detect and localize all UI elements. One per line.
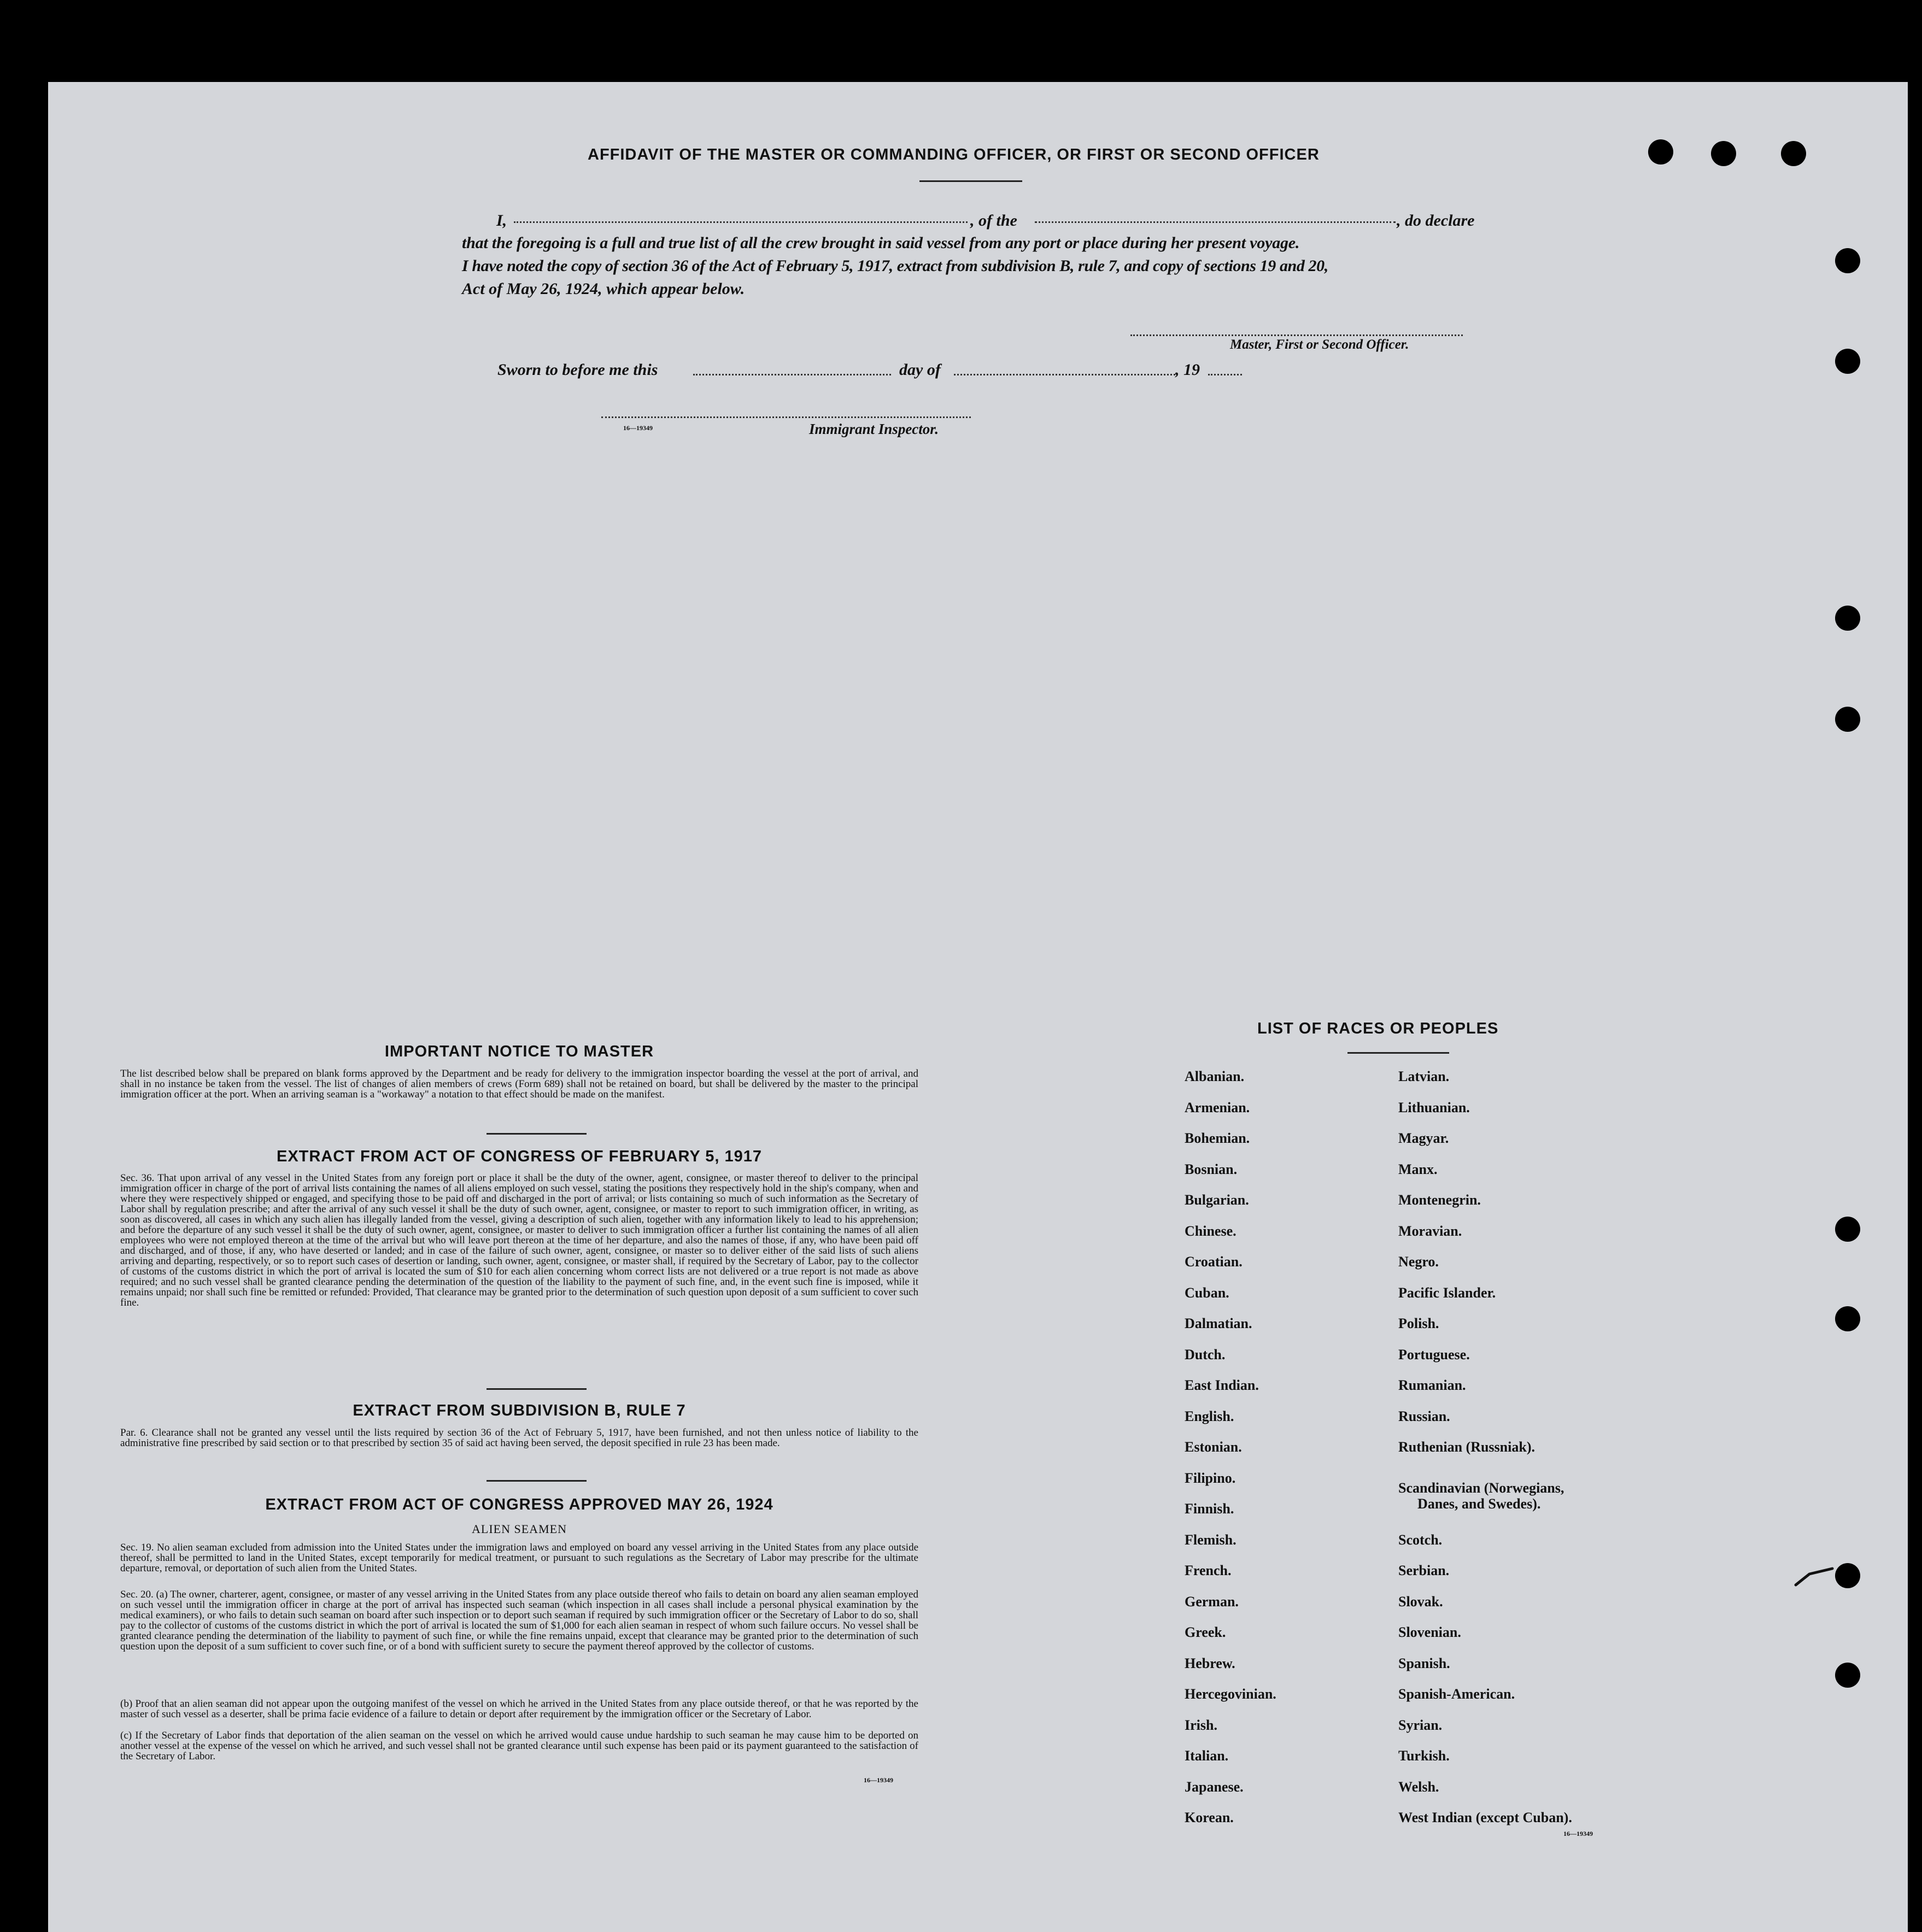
punch-hole-icon [1781, 141, 1806, 166]
punch-hole-icon [1835, 1663, 1860, 1688]
race-item: Manx. [1398, 1161, 1438, 1177]
of-the-label: , of the [970, 212, 1017, 230]
race-item: Albanian. [1185, 1068, 1245, 1084]
signature-caption: Master, First or Second Officer. [1230, 337, 1409, 352]
race-item: Flemish. [1185, 1532, 1237, 1548]
sec20a-text: Sec. 20. (a) The owner, charterer, agent, consignee, or master of any vessel arriving in the United States from any place outside thereof who fails to detain on board any alien seaman employed on such vessel until the immigration officer in charge at the port of arrival has inspected such seaman (which inspection in all cases shall include a personal physical examination by the medical examiners), or who fails to detain such seaman on board after such inspection or to deport such seaman if required by such immigration officer or the Secretary of Labor to do so, shall pay to the collector of customs of the customs district in which the port of arrival is located the sum of $1,000 for each alien seaman in respect of whom such failure occurs. No vessel shall be granted clearance pending the determination of the liability to payment of such fine, or while the fine remains unpaid, except that clearance may be granted prior to the determination of such question upon the deposit of a sum sufficient to cover such fine, or of a bond with sufficient surety to secure the payment thereof approved by the collector of customs. [120, 1589, 918, 1652]
race-item: Bulgarian. [1185, 1192, 1249, 1208]
affidavit-title: AFFIDAVIT OF THE MASTER OR COMMANDING OFFICER, OR FIRST OR SECOND OFFICER [588, 146, 1320, 163]
race-item: Welsh. [1398, 1779, 1439, 1795]
race-item: Spanish-American. [1398, 1686, 1515, 1702]
name-field[interactable] [514, 221, 968, 223]
race-item: Serbian. [1398, 1563, 1450, 1578]
race-item: Estonian. [1185, 1439, 1242, 1455]
race-item: Spanish. [1398, 1655, 1450, 1671]
race-item: Bohemian. [1185, 1130, 1250, 1146]
form-number: 16—19349 [1563, 1830, 1593, 1837]
divider [487, 1133, 587, 1135]
race-item: West Indian (except Cuban). [1398, 1810, 1572, 1825]
race-item: Turkish. [1398, 1748, 1450, 1764]
race-item: Moravian. [1398, 1223, 1462, 1239]
race-item: Japanese. [1185, 1779, 1244, 1795]
sworn-day-field[interactable] [693, 374, 891, 375]
day-of-label: day of [899, 361, 941, 379]
race-item: Hebrew. [1185, 1655, 1235, 1671]
race-item: Syrian. [1398, 1717, 1443, 1733]
race-item: Pacific Islander. [1398, 1285, 1496, 1301]
race-item: Chinese. [1185, 1223, 1237, 1239]
race-item: German. [1185, 1594, 1239, 1610]
race-item: Negro. [1398, 1254, 1439, 1270]
sec20c-text: (c) If the Secretary of Labor finds that deportation of the alien seaman on the vessel on which he arrived would cause undue hardship to such seaman he may cause him to be deported on another vessel at the expense of the vessel on which he arrived, and such vessel shall not be granted clearance until such expense has been paid or its payment guaranteed to the satisfaction of the Secretary of Labor. [120, 1730, 918, 1762]
pen-checkmark-icon [1793, 1560, 1837, 1593]
notice-title: IMPORTANT NOTICE TO MASTER [384, 1043, 654, 1060]
race-item: Korean. [1185, 1810, 1234, 1825]
inspector-caption: Immigrant Inspector. [809, 421, 939, 437]
punch-hole-icon [1835, 707, 1860, 732]
affidavit-line-3: I have noted the copy of section 36 of the Act of February 5, 1917, extract from subdivision B, rule 7, and copy of sections 19 and 20, [462, 257, 1328, 275]
race-item: Scotch. [1398, 1532, 1443, 1548]
year-label: , 19 [1175, 361, 1200, 379]
notice-text: The list described below shall be prepared on blank forms approved by the Department and be ready for delivery to the immigration inspector boarding the vessel at the port of arrival, and shall in no instance be taken from the vessel. The list of changes of alien members of crews (Form 689) shall not be retained on board, but shall be delivered by the master to the principal immigration officer at the port. When an arriving seaman is a "workaway" a notation to that effect should be made on the manifest. [120, 1068, 918, 1100]
form-number: 16—19349 [864, 1776, 893, 1784]
races-title: LIST OF RACES OR PEOPLES [1257, 1020, 1499, 1037]
race-item: Slovenian. [1398, 1624, 1461, 1640]
punch-hole-icon [1835, 1563, 1860, 1588]
signature-field[interactable] [1130, 334, 1463, 336]
race-item: Hercegovinian. [1185, 1686, 1276, 1702]
race-item-continued: Danes, and Swedes). [1417, 1496, 1541, 1512]
do-declare-label: , do declare [1397, 212, 1475, 230]
race-item: Italian. [1185, 1748, 1229, 1764]
punch-hole-icon [1648, 139, 1673, 165]
sworn-label: Sworn to before me this [497, 361, 658, 379]
divider [487, 1388, 587, 1390]
sworn-year-field[interactable] [1208, 374, 1242, 375]
race-item: Irish. [1185, 1717, 1217, 1733]
affidavit-line-2: that the foregoing is a full and true list of all the crew brought in said vessel from any port or place during her present voyage. [462, 234, 1300, 252]
vessel-field[interactable] [1035, 221, 1396, 223]
race-item: Cuban. [1185, 1285, 1229, 1301]
race-item: Montenegrin. [1398, 1192, 1481, 1208]
race-item: Russian. [1398, 1408, 1450, 1424]
race-item: Magyar. [1398, 1130, 1449, 1146]
sec19-text: Sec. 19. No alien seaman excluded from admission into the United States under the immigration laws and employed on board any vessel arriving in the United States from any place outside thereof, shall be permitted to land in the United States, except temporarily for medical treatment, or pursuant to such regulations as the Secretary of Labor may prescribe for the ultimate departure, removal, or deportation of such alien from the United States. [120, 1542, 918, 1574]
race-item: Portuguese. [1398, 1347, 1470, 1363]
extract-1917-text: Sec. 36. That upon arrival of any vessel in the United States from any foreign port or place it shall be the duty of the owner, agent, consignee, or master thereof to deliver to the principal immigration officer in charge of the port of arrival lists containing the names of all aliens employed on such vessel, stating the positions they respectively hold in the ship's company, when and where they were respectively shipped or engaged, and specifying those to be paid off and discharged in the port of arrival; or lists containing so much of such information as the Secretary of Labor shall by regulation prescribe; and after the arrival of any such vessel it shall be the duty of such owner, agent, consignee, or master to report to such immigration officer, in writing, as soon as discovered, all cases in which any such alien has illegally landed from the vessel, giving a description of such alien, together with any information likely to lead to his apprehension; and before the departure of any such vessel it shall be the duty of such owner, agent, consignee, or master to deliver to such immigration officer a further list containing the names of all alien employees who were not employed thereon at the time of the arrival but who will leave port thereon at the time of her departure, and also the names of those, if any, who have been paid off and discharged, and of those, if any, who have deserted or landed; and in case of the failure of such owner, agent, consignee, or master so to deliver either of the said lists of such aliens arriving and departing, respectively, or so to report such cases of desertion or landing, such owner, agent, consignee, or master shall, if required by the Secretary of Labor, pay to the collector of customs of the customs district in which the port of arrival is located the sum of $10 for each alien concerning whom correct lists are not delivered or a true report is not made as above required; and no such vessel shall be granted clearance pending the determination of the question of the liability to the payment of such fine, and, in the event such fine is imposed, while it remains unpaid; nor shall such fine be remitted or refunded: Provided, That clearance may be granted prior to the determination of such question upon deposit of a sum sufficient to cover such fine. [120, 1172, 918, 1308]
sec20b-text: (b) Proof that an alien seaman did not appear upon the outgoing manifest of the vessel on which he arrived in the United States from any place outside thereof, or that he was reported by the master of such vessel as a deserter, shall be prima facie evidence of a failure to detain or deport after requirement by the immigration officer or the Secretary of Labor. [120, 1698, 918, 1720]
extract-1917-title: EXTRACT FROM ACT OF CONGRESS OF FEBRUARY 5, 1917 [276, 1148, 763, 1165]
race-item: Lithuanian. [1398, 1100, 1470, 1115]
race-item: Croatian. [1185, 1254, 1243, 1270]
punch-hole-icon [1835, 248, 1860, 273]
race-item: Dutch. [1185, 1347, 1226, 1363]
punch-hole-icon [1835, 349, 1860, 374]
divider [487, 1480, 587, 1482]
inspector-signature-field[interactable] [601, 416, 971, 418]
punch-hole-icon [1711, 141, 1736, 166]
extract-1924-subtitle: ALIEN SEAMEN [472, 1522, 567, 1536]
affidavit-i-label: I, [496, 212, 507, 230]
sworn-month-field[interactable] [954, 374, 1175, 375]
divider [1347, 1052, 1449, 1054]
form-number: 16—19349 [623, 424, 653, 432]
punch-hole-icon [1835, 1217, 1860, 1242]
extract-1924-title: EXTRACT FROM ACT OF CONGRESS APPROVED MAY 26, 1924 [265, 1496, 774, 1513]
race-item: Scandinavian (Norwegians, [1398, 1480, 1564, 1496]
race-item: Filipino. [1185, 1470, 1236, 1486]
race-item: Ruthenian (Russniak). [1398, 1439, 1535, 1455]
rule7-title: EXTRACT FROM SUBDIVISION B, RULE 7 [353, 1402, 686, 1419]
race-item: Rumanian. [1398, 1377, 1466, 1393]
document-sheet [48, 82, 1908, 1932]
race-item: Armenian. [1185, 1100, 1250, 1115]
race-item: Greek. [1185, 1624, 1226, 1640]
race-item: Polish. [1398, 1316, 1439, 1331]
race-item: East Indian. [1185, 1377, 1259, 1393]
race-item: French. [1185, 1563, 1232, 1578]
punch-hole-icon [1835, 1306, 1860, 1331]
race-item: Latvian. [1398, 1068, 1450, 1084]
race-item: English. [1185, 1408, 1234, 1424]
race-item: Slovak. [1398, 1594, 1443, 1610]
rule7-text: Par. 6. Clearance shall not be granted any vessel until the lists required by section 36 of the Act of February 5, 1917, have been furnished, and not then unless notice of liability to the administrative fine prescribed by said section or to that prescribed by section 35 of said act having been served, the deposit specified in rule 23 has been made. [120, 1427, 918, 1449]
divider [919, 180, 1022, 182]
race-item: Bosnian. [1185, 1161, 1238, 1177]
race-item: Finnish. [1185, 1501, 1234, 1517]
race-item: Dalmatian. [1185, 1316, 1252, 1331]
affidavit-line-4: Act of May 26, 1924, which appear below. [462, 280, 745, 298]
punch-hole-icon [1835, 606, 1860, 631]
